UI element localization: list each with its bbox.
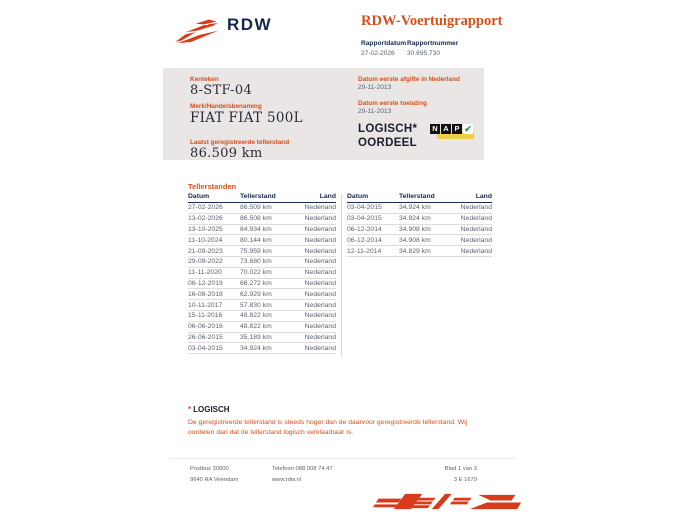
table-row (188, 279, 336, 290)
cell-land: Nederland (304, 290, 336, 298)
table-header (347, 194, 492, 203)
cell-tellerstand: 68.272 km (240, 279, 272, 287)
footer-page-number: Blad 1 van 3 (444, 466, 477, 472)
cell-datum: 29-09-2022 (188, 258, 223, 266)
cell-land: Nederland (304, 225, 336, 233)
merk-label: Merk/Handelsbenaming (190, 103, 262, 110)
cell-datum: 03-04-2015 (347, 215, 382, 223)
vehicle-summary-panel (163, 68, 484, 160)
cell-land: Nederland (460, 247, 492, 255)
logisch-footnote (188, 405, 490, 437)
col-datum: Datum (347, 193, 369, 200)
cell-tellerstand: 35.189 km (240, 333, 272, 341)
footer-address-line1: Postbus 30000 (190, 466, 229, 472)
table-row (188, 268, 336, 279)
cell-land: Nederland (304, 247, 336, 255)
rapportdatum-label: Rapportdatum (361, 40, 407, 47)
table-row (188, 235, 336, 246)
cell-datum: 10-11-2017 (188, 301, 223, 309)
rdw-speedlines-graphic-icon (371, 492, 523, 511)
cell-datum: 06-06-2016 (188, 323, 223, 331)
footnote-text: De geregistreerde tellerstand is steeds hoger dan de daarvoor geregistreerde tellerstand. Wij oordelen dan dat de tellerstand logisch verklaarbaar is. (188, 419, 468, 436)
merk-value: FIAT FIAT 500L (190, 110, 303, 126)
cell-datum: 21-09-2023 (188, 247, 223, 255)
table-body-left (188, 203, 336, 354)
cell-datum: 13-10-2025 (188, 225, 223, 233)
cell-tellerstand: 48.822 km (240, 312, 272, 320)
cell-tellerstand: 34.924 km (399, 204, 431, 212)
cell-datum: 16-08-2018 (188, 290, 223, 298)
cell-land: Nederland (304, 279, 336, 287)
cell-datum: 11-10-2024 (188, 236, 223, 244)
oordeel-line1: LOGISCH* (358, 123, 418, 135)
afgifte-value: 29-11-2013 (358, 84, 392, 91)
table-row (188, 225, 336, 236)
cell-land: Nederland (304, 323, 336, 331)
cell-land: Nederland (304, 236, 336, 244)
cell-datum: 26-06-2015 (188, 333, 223, 341)
table-row (188, 257, 336, 268)
oordeel-line2: OORDEEL (358, 137, 417, 149)
tellerstanden-table-right (347, 194, 492, 257)
rapportnummer-value: 30.695.730 (407, 49, 441, 57)
col-land: Land (475, 193, 492, 200)
laatste-tellerstand-label: Laatst geregistreerde tellerstand (190, 139, 290, 146)
table-row (188, 343, 336, 354)
cell-land: Nederland (304, 301, 336, 309)
rdw-wordmark: RDW (227, 15, 273, 34)
oordeel-text (358, 122, 417, 150)
table-row (188, 203, 336, 214)
kenteken-value: 8-STF-04 (190, 83, 253, 98)
col-tellerstand: Tellerstand (399, 193, 435, 200)
cell-tellerstand: 84.934 km (240, 225, 272, 233)
rapportdatum-value: 27-02-2026 (361, 49, 395, 57)
footnote-title (188, 405, 490, 414)
cell-tellerstand: 48.822 km (240, 323, 272, 331)
cell-datum: 06-12-2014 (347, 236, 382, 244)
table-row (347, 225, 492, 236)
cell-land: Nederland (304, 258, 336, 266)
col-datum: Datum (188, 193, 210, 200)
table-row (347, 214, 492, 225)
nap-letter-n: N (430, 124, 440, 134)
page-footer (170, 458, 515, 492)
afgifte-label: Datum eerste afgifte in Nederland (358, 76, 460, 83)
rapportnummer-label: Rapportnummer (407, 40, 459, 47)
table-row (347, 235, 492, 246)
footer-phone: Telefoon 088 008 74 47 (272, 466, 333, 472)
cell-datum: 15-11-2016 (188, 312, 223, 320)
cell-tellerstand: 73.680 km (240, 258, 272, 266)
kenteken-label: Kenteken (190, 76, 219, 83)
cell-datum: 11-11-2020 (188, 269, 222, 277)
cell-land: Nederland (460, 225, 492, 233)
cell-tellerstand: 57.830 km (240, 301, 272, 309)
cell-land: Nederland (304, 269, 336, 277)
laatste-tellerstand-value: 86.509 km (190, 146, 263, 161)
cell-land: Nederland (460, 204, 492, 212)
cell-tellerstand: 34.908 km (399, 236, 431, 244)
cell-land: Nederland (304, 312, 336, 320)
footer-website-link[interactable]: www.rdw.nl (272, 477, 301, 483)
col-land: Land (319, 193, 336, 200)
cell-datum: 06-12-2014 (347, 225, 382, 233)
nap-letter-a: A (441, 124, 451, 134)
cell-tellerstand: 34.924 km (399, 215, 431, 223)
cell-tellerstand: 62.929 km (240, 290, 272, 298)
table-row (188, 214, 336, 225)
cell-datum: 03-04-2015 (347, 204, 382, 212)
table-divider (341, 194, 342, 357)
table-row (347, 203, 492, 214)
cell-tellerstand: 75.959 km (240, 247, 272, 255)
table-row (188, 246, 336, 257)
toelating-label: Datum eerste toelating (358, 100, 427, 107)
table-row (188, 300, 336, 311)
table-header (188, 194, 336, 203)
rdw-logo-icon (174, 16, 220, 44)
cell-datum: 03-04-2015 (188, 344, 223, 352)
table-row (188, 322, 336, 333)
footer-doc-code: 3 E 1679 (453, 477, 477, 483)
cell-tellerstand: 80.144 km (240, 236, 272, 244)
cell-tellerstand: 70.022 km (240, 269, 272, 277)
table-row (347, 246, 492, 257)
table-row (188, 289, 336, 300)
table-row (188, 311, 336, 322)
cell-land: Nederland (304, 344, 336, 352)
nap-checkmark-icon: ✔ (464, 124, 472, 134)
cell-datum: 06-12-2019 (188, 279, 223, 287)
cell-tellerstand: 34.829 km (399, 247, 431, 255)
tellerstanden-title: Tellerstanden (188, 182, 237, 191)
cell-tellerstand: 86.508 km (240, 215, 272, 223)
cell-datum: 27-02-2026 (188, 204, 223, 212)
cell-land: Nederland (304, 215, 336, 223)
cell-tellerstand: 34.924 km (240, 344, 272, 352)
col-tellerstand: Tellerstand (240, 193, 276, 200)
table-row (188, 333, 336, 344)
cell-land: Nederland (460, 215, 492, 223)
cell-datum: 12-11-2014 (347, 247, 382, 255)
table-body-right (347, 203, 492, 257)
nap-letter-p: P (452, 124, 462, 134)
footer-contact (272, 464, 333, 486)
cell-land: Nederland (304, 204, 336, 212)
footer-pagination (445, 464, 477, 486)
footnote-title-text: LOGISCH (193, 405, 230, 414)
cell-datum: 13-02-2026 (188, 215, 223, 223)
footnote-asterisk: * (188, 405, 192, 414)
footer-address-line2: 9640 RA Veendam (190, 477, 239, 483)
cell-tellerstand: 86.509 km (240, 204, 272, 212)
footer-address (190, 464, 238, 486)
page-title: RDW-Voertuigrapport (361, 13, 503, 29)
nap-logo-icon (430, 123, 476, 143)
toelating-value: 29-11-2013 (358, 108, 392, 115)
tellerstanden-table-left (188, 194, 336, 354)
cell-tellerstand: 34.908 km (399, 225, 431, 233)
cell-land: Nederland (304, 333, 336, 341)
cell-land: Nederland (460, 236, 492, 244)
